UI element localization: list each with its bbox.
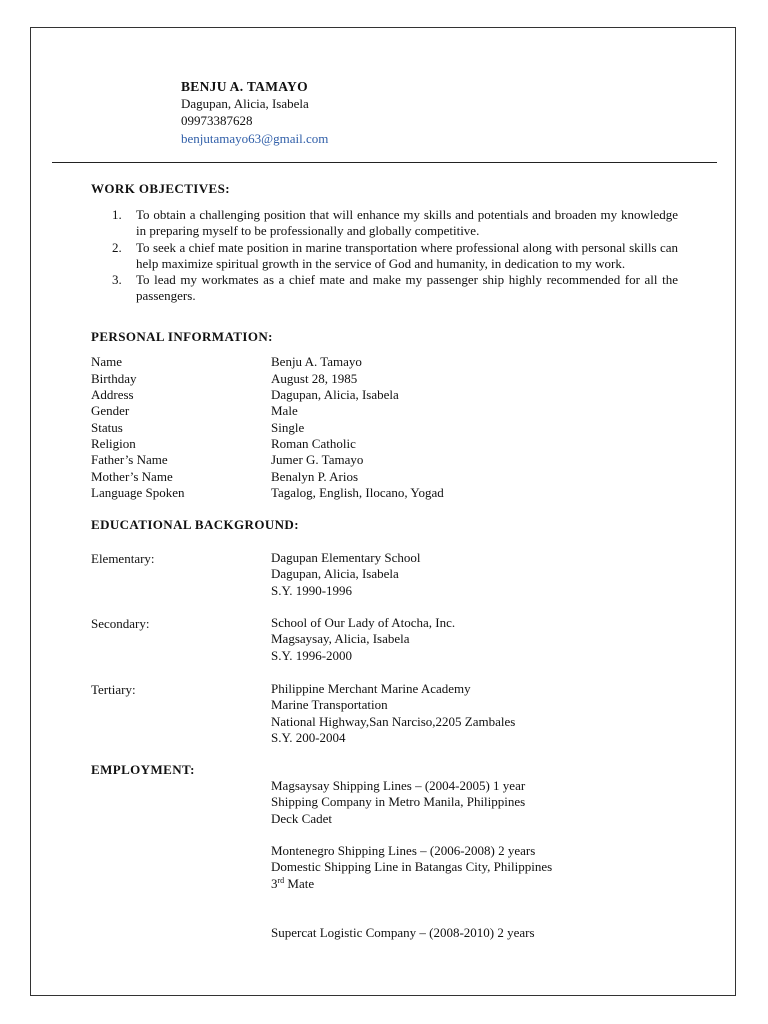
objective-text: To obtain a challenging position that will enhance my skills and potentials and broaden my knowledge in preparing myself to be professionally and globally competitive. [136, 207, 678, 239]
job-description: Shipping Company in Metro Manila, Philippines [271, 794, 526, 810]
job-entry-1 [271, 778, 525, 827]
info-value: Benju A. Tamayo [271, 354, 362, 369]
info-value: Dagupan, Alicia, Isabela [271, 387, 399, 402]
objective-text: To lead my workmates as a chief mate and make my passenger ship highly recommended for all the passengers. [136, 272, 678, 304]
info-label: Address [91, 387, 134, 402]
job-entry-3 [271, 925, 535, 941]
job-company: Supercat Logistic Company – (2008-2010) 2 years [271, 925, 535, 940]
elementary-label: Elementary: [91, 551, 155, 566]
objective-item [112, 272, 678, 305]
school-year: S.Y. 200-2004 [271, 729, 346, 745]
info-label: Mother’s Name [91, 468, 173, 484]
school-address: Dagupan, Alicia, Isabela [271, 566, 399, 582]
secondary-details [271, 615, 455, 664]
school-year: S.Y. 1990-1996 [271, 582, 353, 598]
info-value: Jumer G. Tamayo [271, 452, 364, 467]
position-number: 3 [271, 875, 278, 891]
objective-number: 3. [112, 272, 122, 288]
school-name: Philippine Merchant Marine Academy [271, 681, 471, 696]
tertiary-label: Tertiary: [91, 682, 136, 697]
info-value: Male [271, 403, 298, 418]
secondary-label: Secondary: [91, 616, 150, 631]
school-name: School of Our Lady of Atocha, Inc. [271, 615, 456, 630]
info-value: Benalyn P. Arios [271, 468, 359, 484]
work-objectives-heading: WORK OBJECTIVES: [91, 181, 230, 196]
info-value: August 28, 1985 [271, 370, 358, 386]
objectives-list [112, 207, 678, 305]
info-row-birthday [91, 371, 711, 388]
school-year: S.Y. 1996-2000 [271, 647, 353, 663]
info-value: Roman Catholic [271, 436, 356, 451]
info-row-address [91, 387, 711, 404]
course-name: Marine Transportation [271, 697, 388, 713]
info-label: Religion [91, 436, 136, 451]
info-label: Status [91, 419, 123, 435]
info-label: Father’s Name [91, 452, 168, 467]
info-row-language [91, 485, 711, 502]
job-company: Montenegro Shipping Lines – (2006-2008) 2 years [271, 843, 536, 858]
info-label: Name [91, 354, 123, 369]
school-name: Dagupan Elementary School [271, 550, 421, 565]
employment-heading: EMPLOYMENT: [91, 762, 195, 777]
personal-information-heading: PERSONAL INFORMATION: [91, 329, 273, 344]
info-value: Tagalog, English, Ilocano, Yogad [271, 485, 444, 500]
objective-number: 1. [112, 207, 122, 222]
applicant-email-link[interactable]: benjutamayo63@gmail.com [181, 131, 329, 146]
info-label: Language Spoken [91, 485, 185, 500]
applicant-phone: 09973387628 [181, 113, 253, 128]
position-title: Mate [284, 875, 315, 891]
objective-text: To seek a chief mate position in marine transportation where professional along with personal skills can help maximize spiritual growth in the service of God and humanity, in dedication to my work. [136, 239, 678, 271]
job-entry-2 [271, 843, 552, 892]
educational-background-heading: EDUCATIONAL BACKGROUND: [91, 517, 299, 532]
info-row-status [91, 420, 711, 437]
info-row-gender [91, 403, 711, 420]
school-address: Magsaysay, Alicia, Isabela [271, 631, 410, 647]
info-row-religion [91, 436, 711, 453]
objective-item [112, 207, 678, 240]
tertiary-details [271, 681, 515, 746]
info-row-name [91, 354, 711, 371]
objective-item [112, 240, 678, 273]
objective-number: 2. [112, 239, 122, 255]
applicant-name: BENJU A. TAMAYO [181, 79, 308, 94]
info-row-mother [91, 469, 711, 486]
position-ordinal-suffix: rd [277, 875, 285, 885]
info-label: Birthday [91, 370, 137, 386]
job-company: Magsaysay Shipping Lines – (2004-2005) 1 year [271, 778, 526, 793]
info-label: Gender [91, 403, 130, 418]
info-value: Single [271, 419, 305, 435]
elementary-details [271, 550, 420, 599]
job-description: Domestic Shipping Line in Batangas City, Philippines [271, 859, 553, 875]
applicant-address: Dagupan, Alicia, Isabela [181, 96, 309, 111]
school-address: National Highway,San Narciso,2205 Zambales [271, 713, 516, 729]
job-position [271, 876, 552, 892]
info-row-father [91, 452, 711, 469]
header-divider [52, 162, 717, 163]
job-position: Deck Cadet [271, 810, 333, 826]
